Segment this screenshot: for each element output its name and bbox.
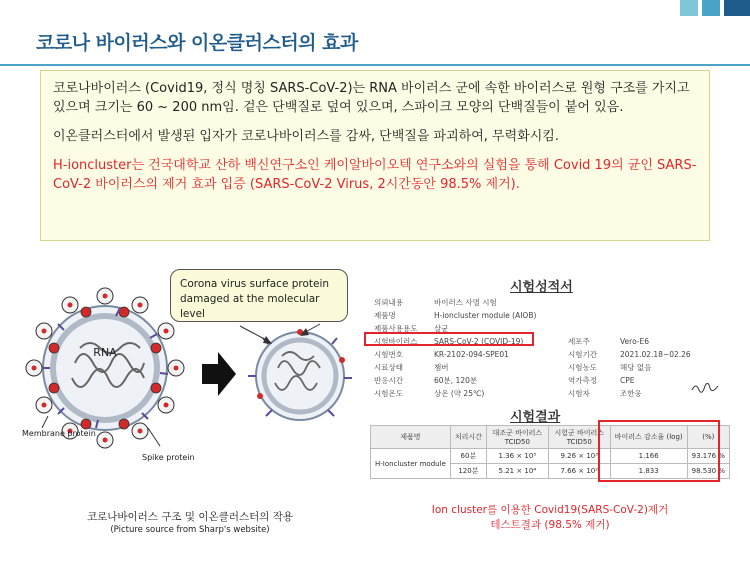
cert-right-row-2: 시험농도 해당 없음 — [568, 363, 652, 372]
arrow-right-icon — [202, 352, 236, 396]
description-box — [40, 70, 710, 241]
header-control: 대조군 바이러스 TCID50 — [486, 426, 548, 449]
reduction-highlight — [598, 420, 720, 482]
test-virus-highlight — [364, 332, 534, 346]
cert-row-3: 시험바이러스 SARS-CoV-2 (COVID-19) — [374, 337, 524, 346]
diagram-caption-source: (Picture source from Sharp's website) — [110, 525, 270, 535]
cert-right-row-1: 시험기간 2021.02.18~02.26 — [568, 350, 691, 359]
certificate-title: 시험성적서 — [510, 280, 573, 295]
description-paragraph-2: 이온클러스터에서 발생된 입자가 코로나바이러스를 감싸, 단백질을 파괴하여, 무력화시킴. — [53, 129, 559, 144]
annotation-bubble: Corona virus surface protein damaged at the molecular level — [170, 269, 348, 322]
diagram-caption-title: 코로나바이러스 구조 및 이온클러스터의 작용 — [86, 511, 294, 523]
cert-row-0: 의뢰내용 바이러스 사멸 시험 — [374, 298, 497, 307]
diagram-caption — [60, 511, 320, 537]
table-cell: 9.26 × 10³ — [548, 449, 610, 464]
table-cell: 98.530 % — [687, 464, 729, 479]
page-title: 코로나 바이러스와 이온클러스터의 효과 — [36, 32, 358, 54]
table-cell: 60분 — [450, 449, 486, 464]
cert-row-4: 시험번호 KR-2102-094-SPE01 — [374, 350, 509, 359]
table-cell: 1.36 × 10⁵ — [486, 449, 548, 464]
results-title: 시험결과 — [510, 410, 561, 425]
cert-row-6: 반응시간 60분, 120분 — [374, 376, 478, 385]
description-paragraph-1: 코로나바이러스 (Covid19, 정식 명칭 SARS-CoV-2)는 RNA 바이러스 군에 속한 바이러스로 원형 구조를 가지고 있으며 크기는 60 ~ 200 nm임. 겉은 단백질로 덮여 있으며, 스파이크 모양의 단백질들이 붙어 있음. — [53, 81, 690, 115]
cert-row-7: 시험온도 상온 (약 25℃) — [374, 389, 485, 398]
header-product: 제품명 — [371, 426, 451, 449]
results-caption — [400, 503, 700, 533]
rna-label: RNA — [93, 346, 117, 359]
header-decoration — [680, 0, 750, 16]
product-cell: H-Ioncluster module — [371, 449, 451, 479]
table-cell: 5.21 × 10⁴ — [486, 464, 548, 479]
spike-protein-label: Spike protein — [142, 453, 195, 462]
header-reduction-pct: (%) — [687, 426, 729, 449]
header-time: 처리시간 — [450, 426, 486, 449]
cert-right-row-3: 역가측정 CPE — [568, 376, 635, 385]
test-certificate — [360, 262, 730, 487]
membrane-protein-label: Membrane protein — [22, 429, 96, 438]
results-caption-line-2: 테스트결과 (98.5% 제거) — [490, 519, 610, 531]
cert-row-2: 제품사용용도 살균 — [374, 324, 449, 333]
signature-icon — [690, 380, 720, 394]
cert-row-1: 제품명 H-ioncluster module (AIOB) — [374, 311, 537, 320]
header-test: 시험군 바이러스 TCID50 — [548, 426, 610, 449]
description-paragraph-3: H-ioncluster는 건국대학교 산하 백신연구소인 케이알바이오텍 연구소와의 실험을 통해 Covid 19의 균인 SARS-CoV-2 바이러스의 제거 효과 입증 (SARS-CoV-2 Virus, 2시간동안 98.5% 제거). — [53, 158, 697, 192]
table-cell: 7.66 × 10² — [548, 464, 610, 479]
table-cell: 1.166 — [610, 449, 687, 464]
table-cell: 1.833 — [610, 464, 687, 479]
cert-right-row-4: 시험자 조한웅 — [568, 389, 642, 398]
cert-row-5: 시료상태 챔버 — [374, 363, 449, 372]
cert-right-row-0: 세포주 Vero-E6 — [568, 337, 650, 346]
intact-virus-illustration — [26, 288, 184, 448]
table-cell: 120분 — [450, 464, 486, 479]
title-underline — [0, 64, 750, 66]
table-cell: 93.176 % — [687, 449, 729, 464]
results-caption-line-1: Ion cluster를 이용한 Covid19(SARS-CoV-2)제거 — [431, 504, 669, 516]
header-reduction-log: 바이러스 감소율 (log) — [610, 426, 687, 449]
